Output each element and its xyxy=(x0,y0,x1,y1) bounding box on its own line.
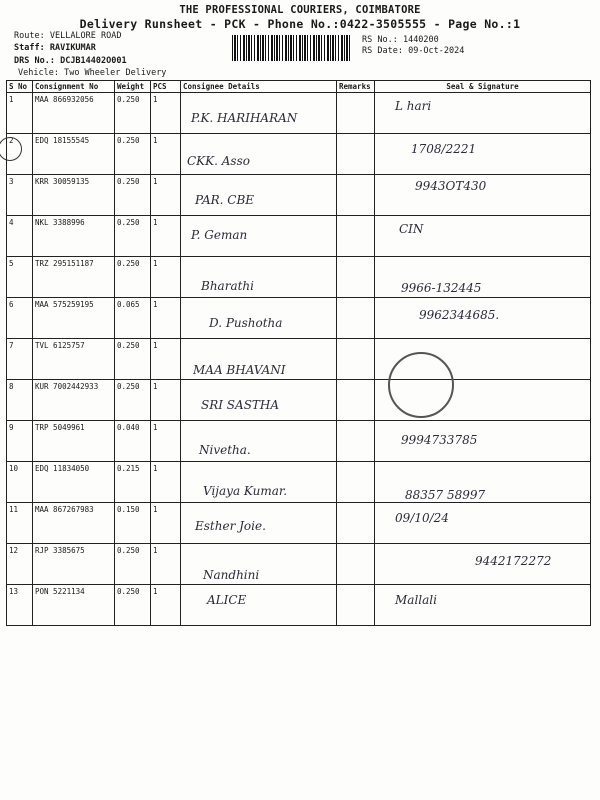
handwritten-consignee-name: Nivetha. xyxy=(199,443,251,457)
cell-seal-signature xyxy=(375,585,591,626)
cell-consignment: MAA 867267983 xyxy=(33,503,115,544)
cell-seal-signature xyxy=(375,298,591,339)
table-row xyxy=(7,503,591,544)
cell-consignee xyxy=(181,462,337,503)
cell-weight: 0.250 xyxy=(115,339,151,380)
cell-consignment: MAA 866932056 xyxy=(33,93,115,134)
cell-consignment: TVL 6125757 xyxy=(33,339,115,380)
table-row xyxy=(7,544,591,585)
cell-consignment: KUR 7002442933 xyxy=(33,380,115,421)
cell-consignee xyxy=(181,93,337,134)
drs-label: DRS No.: xyxy=(14,56,55,66)
cell-weight: 0.250 xyxy=(115,585,151,626)
vehicle-value: Two Wheeler Delivery xyxy=(64,68,167,78)
handwritten-signature: CIN xyxy=(399,222,424,236)
cell-remarks xyxy=(337,380,375,421)
cell-sno: 4 xyxy=(7,216,33,257)
cell-pcs: 1 xyxy=(151,298,181,339)
table-row xyxy=(7,380,591,421)
runsheet-table xyxy=(6,80,591,626)
cell-consignee xyxy=(181,298,337,339)
cell-consignee xyxy=(181,339,337,380)
cell-sno: 6 xyxy=(7,298,33,339)
table-row xyxy=(7,339,591,380)
col-header-consignee: Consignee Details xyxy=(181,81,337,93)
cell-consignee xyxy=(181,134,337,175)
vehicle-line xyxy=(18,68,166,78)
cell-seal-signature xyxy=(375,93,591,134)
cell-consignee xyxy=(181,585,337,626)
cell-pcs: 1 xyxy=(151,380,181,421)
staff-label: Staff: xyxy=(14,43,45,53)
cell-consignment: KRR 30059135 xyxy=(33,175,115,216)
cell-consignee xyxy=(181,421,337,462)
cell-pcs: 1 xyxy=(151,257,181,298)
cell-weight: 0.250 xyxy=(115,134,151,175)
handwritten-consignee-name: Nandhini xyxy=(203,568,260,582)
route-line xyxy=(14,31,122,41)
rs-date-value: 09-Oct-2024 xyxy=(408,46,465,56)
cell-pcs: 1 xyxy=(151,421,181,462)
staff-value: RAVIKUMAR xyxy=(49,43,96,53)
rs-date-label: RS Date: xyxy=(362,46,403,56)
cell-pcs: 1 xyxy=(151,339,181,380)
cell-sno: 10 xyxy=(7,462,33,503)
handwritten-signature: 9943OT430 xyxy=(415,179,487,193)
cell-pcs: 1 xyxy=(151,544,181,585)
rs-no-label: RS No.: xyxy=(362,35,398,45)
cell-pcs: 1 xyxy=(151,462,181,503)
handwritten-consignee-name: ALICE xyxy=(207,593,247,607)
col-header-sno: S No xyxy=(7,81,33,93)
round-seal-stamp xyxy=(388,352,454,418)
rs-no-value: 1440200 xyxy=(402,35,439,45)
cell-remarks xyxy=(337,257,375,298)
cell-weight: 0.250 xyxy=(115,175,151,216)
handwritten-consignee-name: P.K. HARIHARAN xyxy=(191,111,298,125)
cell-consignment: PON 5221134 xyxy=(33,585,115,626)
cell-sno: 2 xyxy=(7,134,33,175)
handwritten-signature: 09/10/24 xyxy=(395,511,449,525)
cell-consignment: NKL 3388996 xyxy=(33,216,115,257)
cell-seal-signature xyxy=(375,421,591,462)
handwritten-consignee-name: PAR. CBE xyxy=(195,193,255,207)
cell-remarks xyxy=(337,462,375,503)
handwritten-signature: 1708/2221 xyxy=(411,142,477,156)
cell-weight: 0.250 xyxy=(115,216,151,257)
handwritten-signature: 9442172272 xyxy=(475,554,552,568)
cell-weight: 0.065 xyxy=(115,298,151,339)
cell-weight: 0.250 xyxy=(115,93,151,134)
cell-sno: 7 xyxy=(7,339,33,380)
handwritten-consignee-name: Vijaya Kumar. xyxy=(203,484,288,498)
table-row xyxy=(7,298,591,339)
cell-weight: 0.215 xyxy=(115,462,151,503)
col-header-pcs: PCS xyxy=(151,81,181,93)
cell-seal-signature xyxy=(375,134,591,175)
col-header-weight: Weight xyxy=(115,81,151,93)
cell-sno: 11 xyxy=(7,503,33,544)
drs-value: DCJB14402O001 xyxy=(60,56,127,66)
table-row xyxy=(7,421,591,462)
route-label: Route: xyxy=(14,31,45,41)
staff-line xyxy=(14,43,96,53)
handwritten-consignee-name: Bharathi xyxy=(201,279,254,293)
col-header-remarks: Remarks xyxy=(337,81,375,93)
company-title: THE PROFESSIONAL COURIERS, COIMBATORE xyxy=(179,4,421,16)
cell-remarks xyxy=(337,421,375,462)
cell-seal-signature xyxy=(375,257,591,298)
handwritten-signature: 9966-132445 xyxy=(401,281,482,295)
cell-remarks xyxy=(337,544,375,585)
handwritten-signature: Mallali xyxy=(395,593,437,607)
cell-sno: 5 xyxy=(7,257,33,298)
cell-weight: 0.150 xyxy=(115,503,151,544)
cell-pcs: 1 xyxy=(151,93,181,134)
col-header-seal: Seal & Signature xyxy=(375,81,591,93)
handwritten-signature: L hari xyxy=(395,99,432,113)
cell-weight: 0.250 xyxy=(115,257,151,298)
cell-remarks xyxy=(337,134,375,175)
handwritten-signature: 88357 58997 xyxy=(405,488,486,502)
cell-consignment: RJP 3385675 xyxy=(33,544,115,585)
cell-pcs: 1 xyxy=(151,134,181,175)
drs-line xyxy=(14,56,127,66)
vehicle-label: Vehicle: xyxy=(18,68,59,78)
cell-remarks xyxy=(337,216,375,257)
cell-consignee xyxy=(181,544,337,585)
cell-remarks xyxy=(337,93,375,134)
cell-consignment: EDQ 18155545 xyxy=(33,134,115,175)
handwritten-consignee-name: MAA BHAVANI xyxy=(193,363,286,377)
handwritten-consignee-name: P. Geman xyxy=(191,228,248,242)
cell-pcs: 1 xyxy=(151,175,181,216)
cell-seal-signature xyxy=(375,544,591,585)
cell-consignment: TRP 5049961 xyxy=(33,421,115,462)
cell-remarks xyxy=(337,339,375,380)
cell-sno: 12 xyxy=(7,544,33,585)
cell-weight: 0.040 xyxy=(115,421,151,462)
handwritten-signature: 9962344685. xyxy=(419,308,500,322)
cell-pcs: 1 xyxy=(151,585,181,626)
cell-pcs: 1 xyxy=(151,216,181,257)
cell-consignee xyxy=(181,216,337,257)
table-header-row xyxy=(7,81,591,93)
table-row xyxy=(7,216,591,257)
handwritten-consignee-name: CKK. Asso xyxy=(187,154,250,168)
runsheet-title: Delivery Runsheet - PCK - Phone No.:0422-3505555 - Page No.:1 xyxy=(79,17,521,31)
cell-seal-signature xyxy=(375,216,591,257)
cell-sno: 8 xyxy=(7,380,33,421)
rs-date-line xyxy=(362,46,464,56)
table-row xyxy=(7,585,591,626)
cell-pcs: 1 xyxy=(151,503,181,544)
cell-seal-signature xyxy=(375,503,591,544)
cell-consignment: TRZ 295151187 xyxy=(33,257,115,298)
cell-sno: 3 xyxy=(7,175,33,216)
cell-remarks xyxy=(337,298,375,339)
cell-consignee xyxy=(181,503,337,544)
table-row xyxy=(7,93,591,134)
table-row xyxy=(7,257,591,298)
rs-no-line xyxy=(362,35,439,45)
route-value: VELLALORE ROAD xyxy=(49,31,122,41)
cell-consignee xyxy=(181,257,337,298)
cell-weight: 0.250 xyxy=(115,544,151,585)
handwritten-consignee-name: Esther Joie. xyxy=(195,519,266,533)
cell-seal-signature xyxy=(375,175,591,216)
cell-sno: 13 xyxy=(7,585,33,626)
cell-seal-signature xyxy=(375,462,591,503)
handwritten-consignee-name: D. Pushotha xyxy=(209,316,283,330)
table-row xyxy=(7,175,591,216)
cell-consignment: EDQ 11834050 xyxy=(33,462,115,503)
handwritten-consignee-name: SRI SASTHA xyxy=(201,398,280,412)
cell-remarks xyxy=(337,503,375,544)
table-row xyxy=(7,462,591,503)
barcode xyxy=(232,35,350,61)
cell-remarks xyxy=(337,175,375,216)
cell-sno: 9 xyxy=(7,421,33,462)
table-row xyxy=(7,134,591,175)
cell-sno: 1 xyxy=(7,93,33,134)
cell-consignee xyxy=(181,175,337,216)
cell-remarks xyxy=(337,585,375,626)
col-header-consignment: Consignment No xyxy=(33,81,115,93)
cell-weight: 0.250 xyxy=(115,380,151,421)
cell-consignment: MAA 575259195 xyxy=(33,298,115,339)
cell-consignee xyxy=(181,380,337,421)
handwritten-signature: 9994733785 xyxy=(401,433,478,447)
